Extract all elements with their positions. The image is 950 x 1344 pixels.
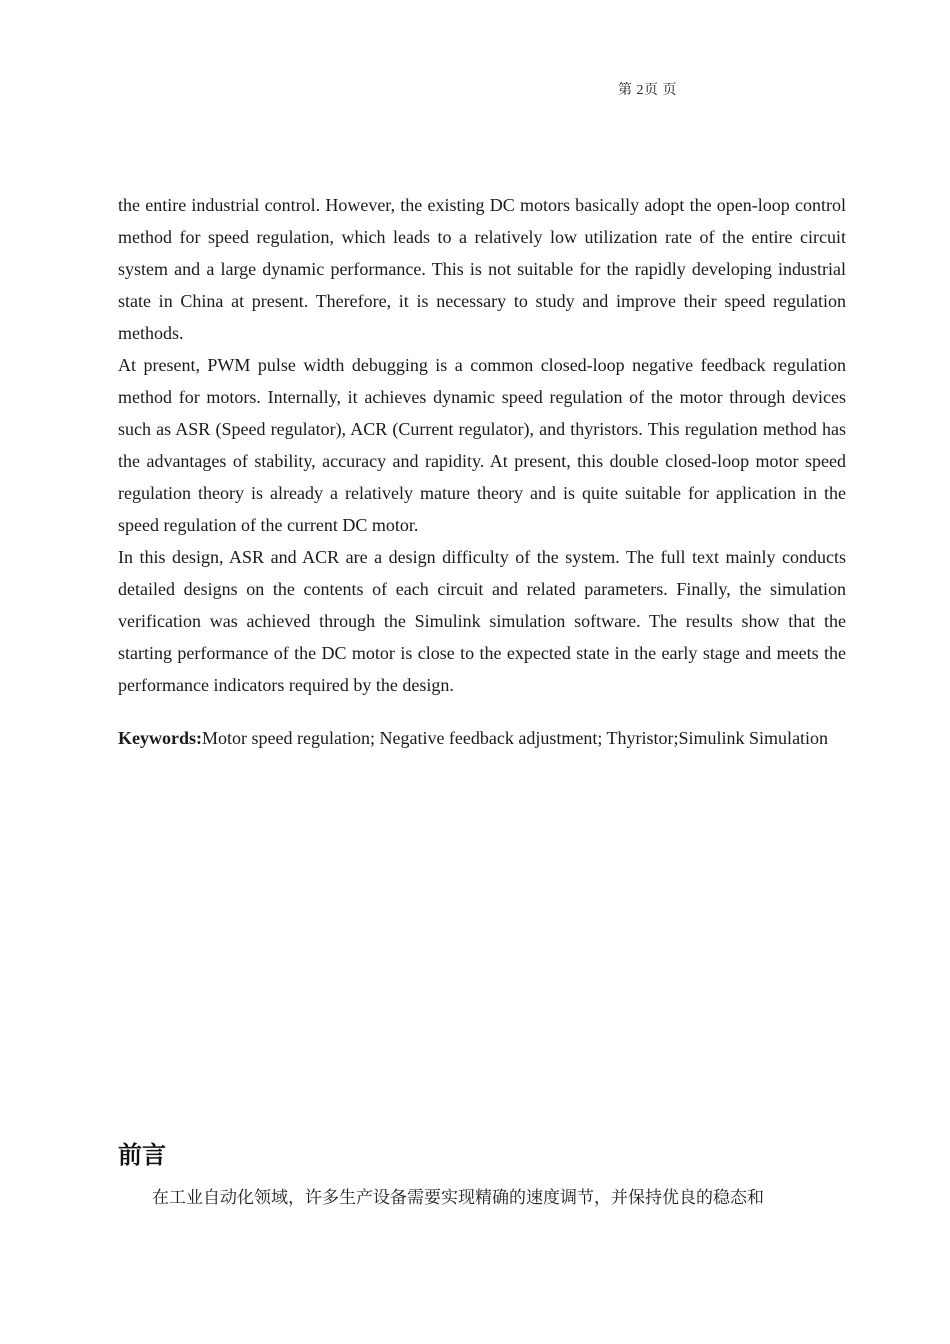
page-number-header: 第 2页 页 [618,83,677,98]
preface-first-line: 在工业自动化领域，许多生产设备需要实现精确的速度调节，并保持优良的稳态和 [152,1188,764,1208]
abstract-paragraph-3: In this design, ASR and ACR are a design difficulty of the system. The full text mainly conducts detailed designs on the contents of each circuit and related parameters. Finally, the simulation verification was achieved through the Simulink simulation software. The results show that the starting performance of the DC motor is close to the expected state in the early stage and meets the performance indicators required by the design. [118,547,846,695]
keywords-line [118,722,846,754]
preface-title: 前言 [118,1141,166,1169]
abstract-paragraph-2: At present, PWM pulse width debugging is a common closed-loop negative feedback regulation method for motors. Internally, it achieves dynamic speed regulation of the motor through devices such as ASR (Speed regulator), ACR (Current regulator), and thyristors. This regulation method has the advantages of stability, accuracy and rapidity. At present, this double closed-loop motor speed regulation theory is already a relatively mature theory and is quite suitable for application in the speed regulation of the current DC motor. [118,355,846,535]
keywords-label: Keywords: [118,728,202,748]
keywords-text: Motor speed regulation; Negative feedback adjustment; Thyristor;Simulink Simulation [202,728,829,748]
abstract-body [118,189,846,754]
abstract-paragraph-1: the entire industrial control. However, the existing DC motors basically adopt the open-loop control method for speed regulation, which leads to a relatively low utilization rate of the entire circuit system and a large dynamic performance. This is not suitable for the rapidly developing industrial state in China at present. Therefore, it is necessary to study and improve their speed regulation methods. [118,195,846,343]
